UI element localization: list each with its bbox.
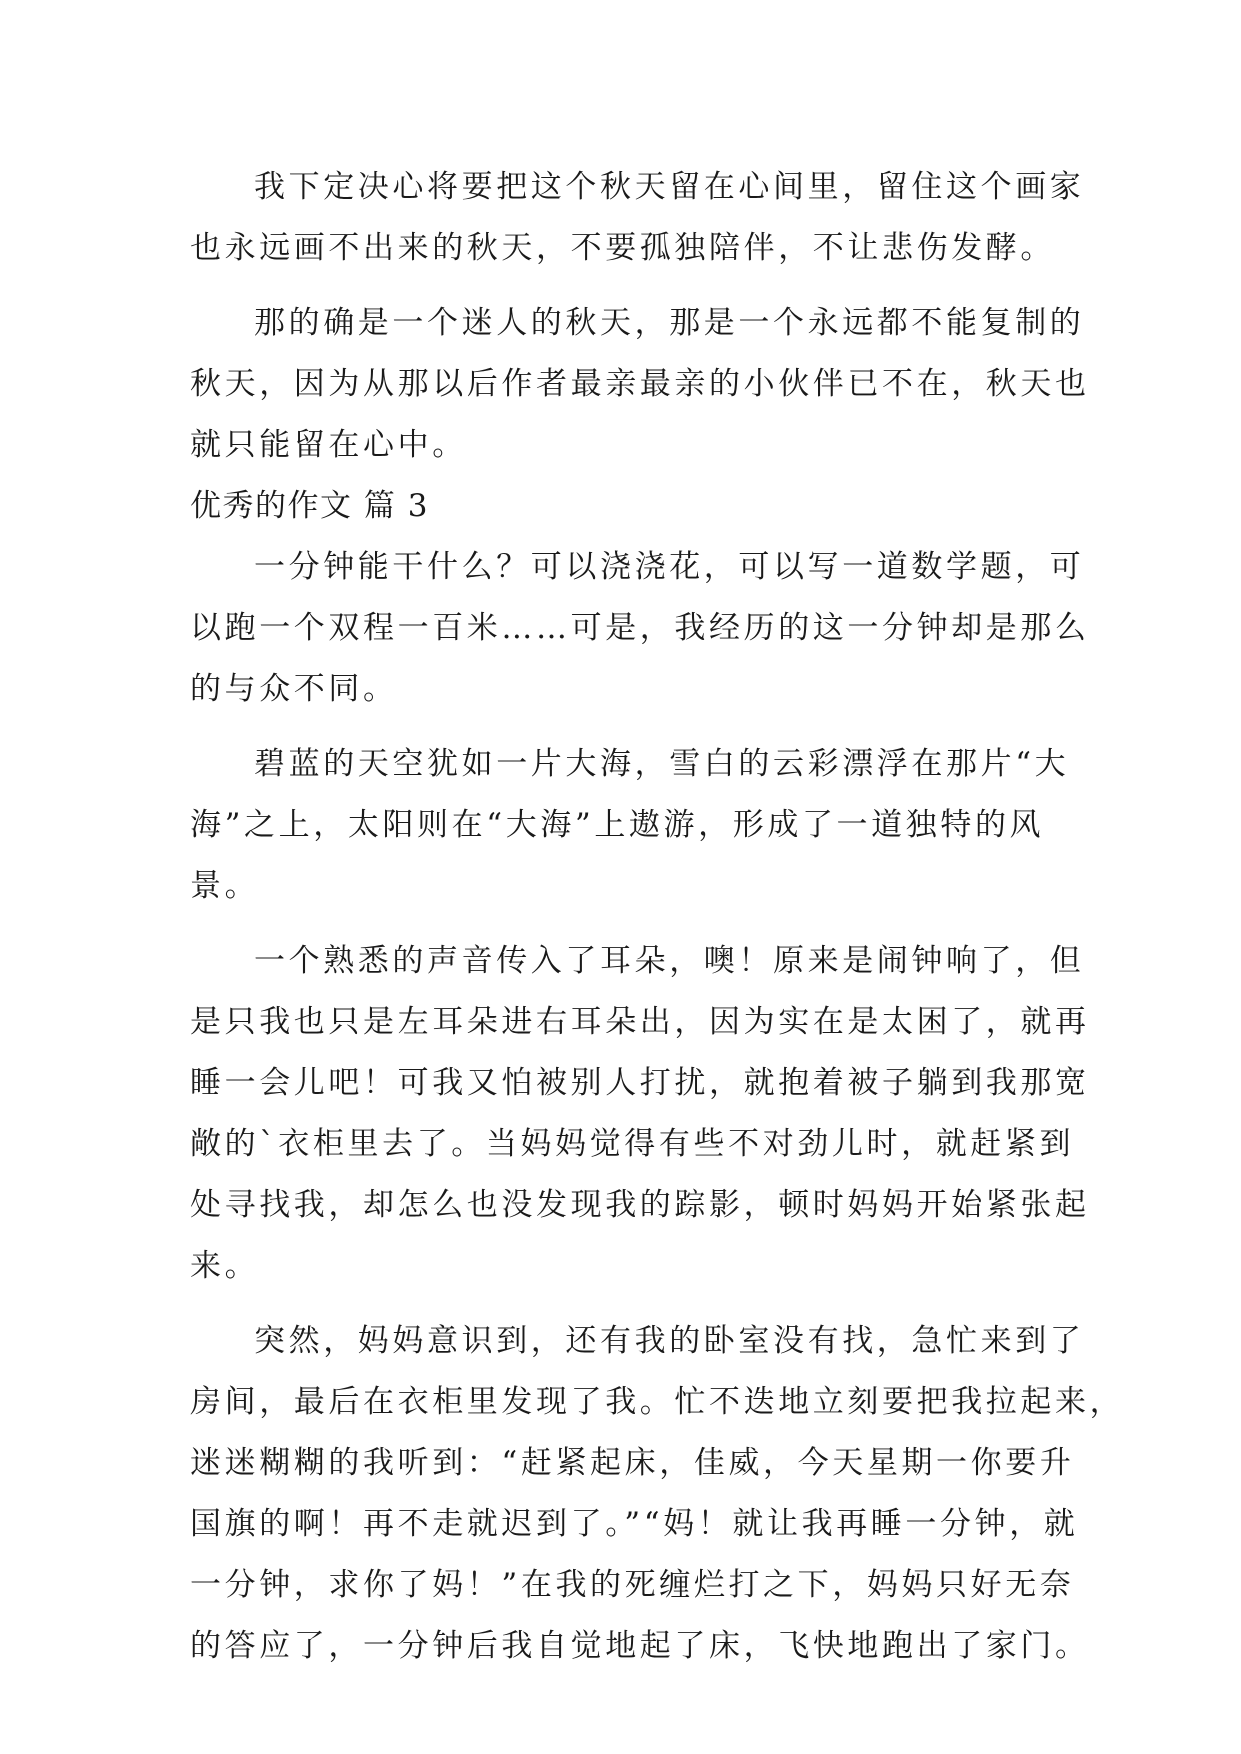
section-heading — [190, 476, 1065, 537]
paragraph — [190, 537, 1090, 720]
document-body — [190, 157, 1125, 1677]
text-line: 处寻找我，却怎么也没发现我的踪影，顿时妈妈开始紧张起 — [190, 1187, 1090, 1223]
paragraph — [190, 734, 1070, 917]
text-line: 房间，最后在衣柜里发现了我。忙不迭地立刻要把我拉起来， — [190, 1384, 1125, 1420]
text-line: 就只能留在心中。 — [190, 427, 467, 463]
text-line: 突然，妈妈意识到，还有我的卧室没有找，急忙来到了 — [254, 1323, 1085, 1359]
heading-text: 优秀的作文 篇 3 — [190, 488, 429, 524]
paragraph — [190, 1311, 1125, 1677]
text-line: 睡一会儿吧！可我又怕被别人打扰，就抱着被子躺到我那宽 — [190, 1065, 1090, 1101]
text-line: 景。 — [190, 868, 260, 904]
text-line: 碧蓝的天空犹如一片大海，雪白的云彩漂浮在那片“大 — [254, 746, 1070, 782]
paragraph — [190, 293, 1090, 476]
text-line: 国旗的啊！再不走就迟到了。”“妈！就让我再睡一分钟，就 — [190, 1506, 1079, 1542]
text-line: 那的确是一个迷人的秋天，那是一个永远都不能复制的 — [254, 305, 1085, 341]
text-line: 以跑一个双程一百米……可是，我经历的这一分钟却是那么 — [190, 610, 1090, 646]
paragraph — [190, 931, 1090, 1297]
text-line: 一个熟悉的声音传入了耳朵，噢！原来是闹钟响了，但 — [254, 943, 1085, 979]
text-line: 我下定决心将要把这个秋天留在心间里，留住这个画家 — [254, 169, 1085, 205]
text-line: 一分钟能干什么？可以浇浇花，可以写一道数学题，可 — [254, 549, 1085, 585]
text-line: 秋天，因为从那以后作者最亲最亲的小伙伴已不在，秋天也 — [190, 366, 1090, 402]
text-line: 来。 — [190, 1248, 260, 1284]
text-line: 海”之上，太阳则在“大海”上遨游，形成了一道独特的风 — [190, 807, 1045, 843]
text-line: 敞的`衣柜里去了。当妈妈觉得有些不对劲儿时，就赶紧到 — [190, 1126, 1075, 1162]
text-line: 的与众不同。 — [190, 671, 398, 707]
text-line: 迷迷糊糊的我听到：“赶紧起床，佳威，今天星期一你要升 — [190, 1445, 1075, 1481]
text-line: 的答应了，一分钟后我自觉地起了床，飞快地跑出了家门。 — [190, 1628, 1090, 1664]
text-line: 一分钟，求你了妈！”在我的死缠烂打之下，妈妈只好无奈 — [190, 1567, 1075, 1603]
text-line: 是只我也只是左耳朵进右耳朵出，因为实在是太困了，就再 — [190, 1004, 1090, 1040]
paragraph — [190, 157, 1085, 279]
text-line: 也永远画不出来的秋天，不要孤独陪伴，不让悲伤发酵。 — [190, 230, 1055, 266]
